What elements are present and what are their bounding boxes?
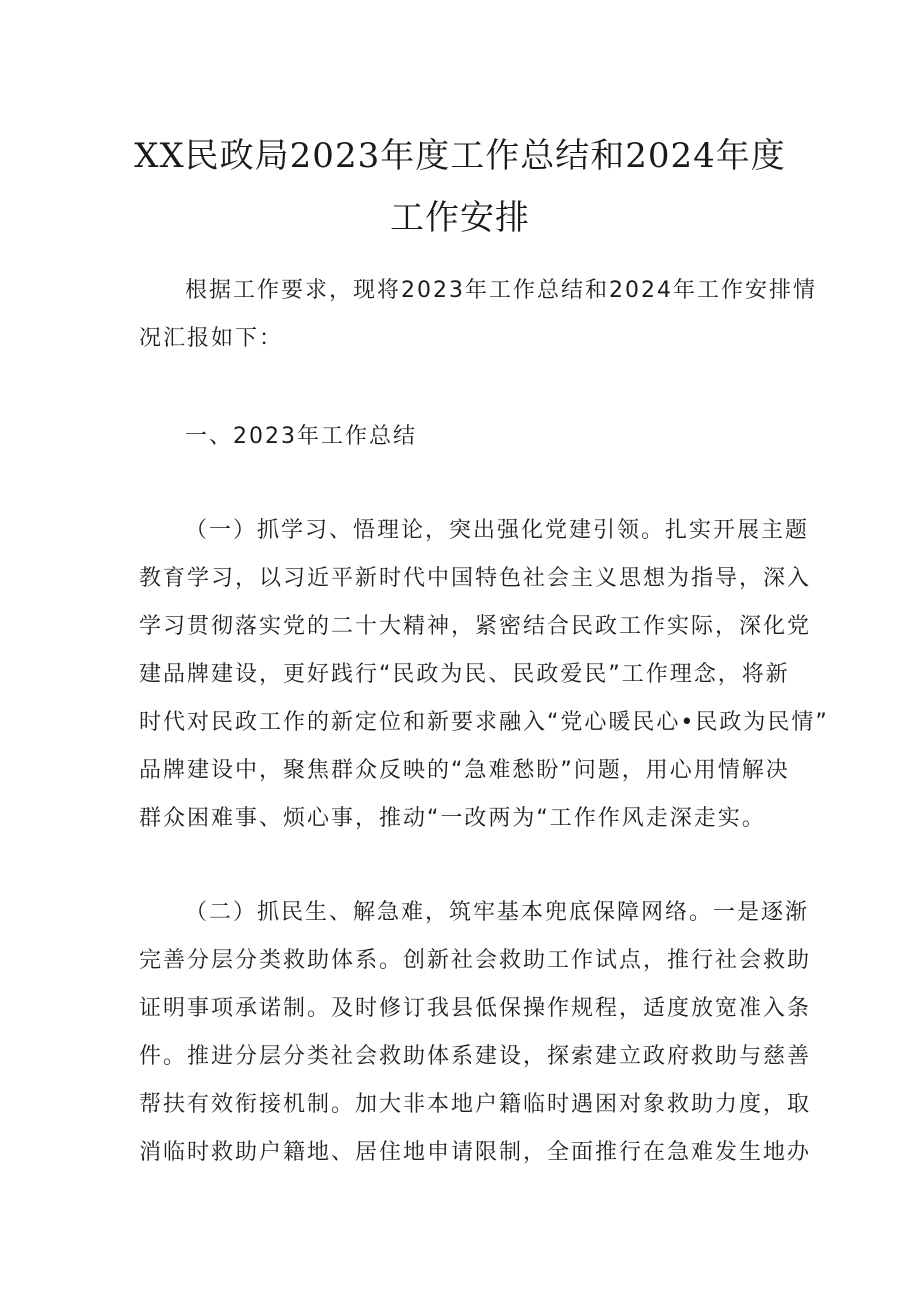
paragraph-line: 消临时救助户籍地、居住地申请限制，全面推行在急难发生地办 xyxy=(139,1140,812,1165)
paragraph-line: （二）抓民生、解急难，筑牢基本兜底保障网络。一是逐渐 xyxy=(185,900,810,925)
paragraph-line: 学习贯彻落实党的二十大精神，紧密结合民政工作实际，深化党 xyxy=(139,614,812,639)
document-title-line1: XX民政局2023年度工作总结和2024年度 xyxy=(134,136,786,176)
section-heading: 一、2023年工作总结 xyxy=(185,424,417,449)
paragraph-line: 教育学习，以习近平新时代中国特色社会主义思想为指导，深入 xyxy=(139,566,812,591)
paragraph-line: （一）抓学习、悟理论，突出强化党建引领。扎实开展主题 xyxy=(185,518,810,543)
paragraph-line: 时代对民政工作的新定位和新要求融入“党心暖民心•民政为民情” xyxy=(139,710,829,735)
paragraph-line: 品牌建设中，聚焦群众反映的“急难愁盼”问题，用心用情解决 xyxy=(139,758,790,783)
paragraph-line: 件。推进分层分类社会救助体系建设，探索建立政府救助与慈善 xyxy=(139,1044,812,1069)
document-title-line2: 工作安排 xyxy=(390,198,530,238)
paragraph-line: 完善分层分类救助体系。创新社会救助工作试点，推行社会救助 xyxy=(139,948,812,973)
paragraph-line: 帮扶有效衔接机制。加大非本地户籍临时遇困对象救助力度，取 xyxy=(139,1092,812,1117)
paragraph-line: 建品牌建设，更好践行“民政为民、民政爱民”工作理念，将新 xyxy=(139,662,790,687)
paragraph-line: 证明事项承诺制。及时修订我县低保操作规程，适度放宽准入条 xyxy=(139,996,812,1021)
paragraph-line: 根据工作要求，现将2023年工作总结和2024年工作安排情 xyxy=(185,278,817,303)
paragraph-line: 群众困难事、烦心事，推动“一改两为“工作作风走深走实。 xyxy=(139,806,766,831)
paragraph-line: 况汇报如下： xyxy=(139,326,284,351)
